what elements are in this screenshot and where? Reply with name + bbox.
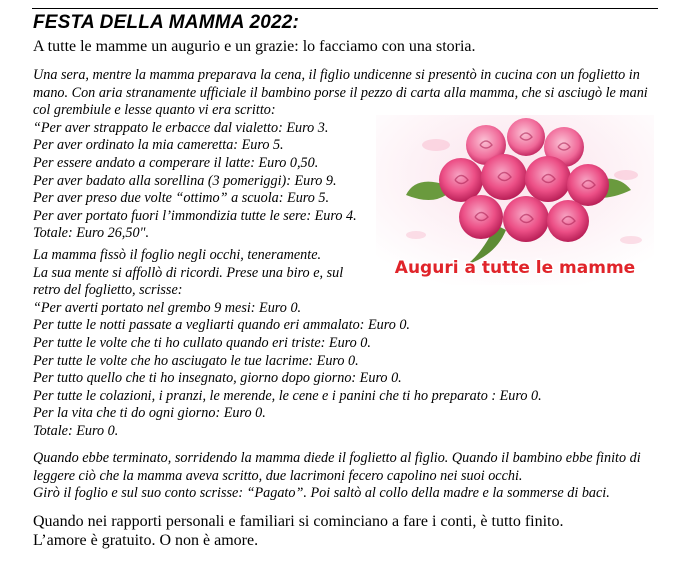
bill-line: Per aver ordinato la mia cameretta: Euro 5. [33,137,284,154]
bill-line: “Per averti portato nel grembo 9 mesi: Euro 0. [33,299,302,316]
bill-line: Per aver preso due volte “ottimo” a scuola: Euro 5. [33,190,330,207]
story-line: retro del foglietto, scrisse: [33,282,183,299]
story-line: mano. Con aria stranamente ufficiale il bambino porse il pezzo di carta alla mamma, che si asciugò le mani [33,84,648,101]
top-rule [32,8,658,9]
bill-total: Totale: Euro 26,50". [33,225,150,242]
closing-line: L’amore è gratuito. O non è amore. [33,532,259,549]
story-paragraph-3 [33,450,641,503]
story-line: leggere ciò che la mamma aveva scritto, due lacrimoni fecero capolino nei suoi occhi. [33,467,523,484]
bill-line: Per aver badato alla sorellina (3 pomeriggi): Euro 9. [33,172,337,189]
story-line: La sua mente si affollò di ricordi. Prese una biro e, sul [33,264,344,281]
story-paragraph-2 [33,247,542,441]
story-line: Girò il foglio e sul suo conto scrisse: “Pagato”. Poi saltò al collo della madre e la sommerse di baci. [33,485,610,502]
story-line: col grembiule e lesse quanto vi era scritto: [33,102,276,119]
bill-line: Per tutte le volte che ho asciugato le tue lacrime: Euro 0. [33,352,359,369]
bill-line: Per tutto quello che ti ho insegnato, giorno dopo giorno: Euro 0. [33,370,402,387]
closing-text [33,512,564,550]
story-line: Quando ebbe terminato, sorridendo la mamma diede il foglietto al figlio. Quando il bambino ebbe finito di [33,450,641,466]
story-line: La mamma fissò il foglio negli occhi, teneramente. [33,247,322,263]
page-title: FESTA DELLA MAMMA 2022: [33,12,300,33]
bill-total: Totale: Euro 0. [33,422,119,439]
story-line: Una sera, mentre la mamma preparava la cena, il figlio undicenne si presentò in cucina con un foglietto in [33,67,640,83]
bill-line: Per aver portato fuori l’immondizia tutte le sere: Euro 4. [33,207,357,224]
image-caption: Auguri a tutte le mamme [394,258,636,278]
intro-text: A tutte le mamme un augurio e un grazie: lo facciamo con una storia. [33,38,476,55]
bill-line: Per la vita che ti do ogni giorno: Euro 0. [33,405,266,422]
bill-line: Per tutte le colazioni, i pranzi, le merende, le cene e i panini che ti ho preparato : Euro 0. [33,387,542,404]
bill-line: Per essere andato a comperare il latte: Euro 0,50. [33,154,319,171]
closing-line: Quando nei rapporti personali e familiari si cominciano a fare i conti, è tutto finito. [33,513,564,530]
bill-line: “Per aver strappato le erbacce dal vialetto: Euro 3. [33,119,329,136]
bill-line: Per tutte le notti passate a vegliarti quando eri ammalato: Euro 0. [33,317,410,334]
bill-line: Per tutte le volte che ti ho cullato quando eri triste: Euro 0. [33,334,371,351]
